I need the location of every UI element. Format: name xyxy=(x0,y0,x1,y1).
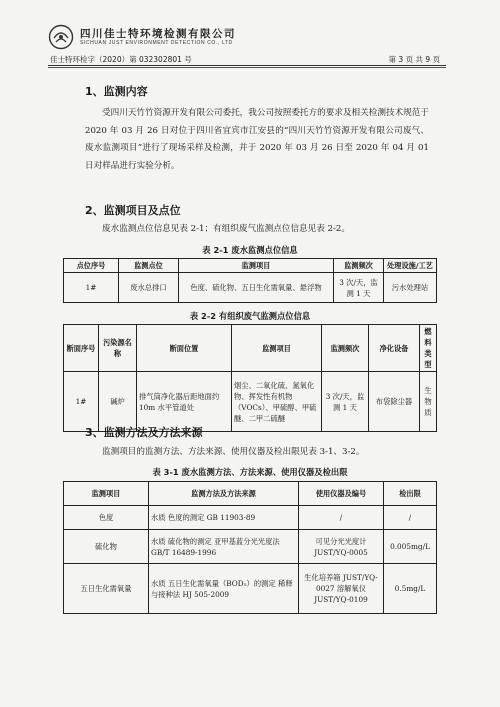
table-cell: 污水处理站 xyxy=(384,273,437,303)
table-header: 使用仪器及编号 xyxy=(299,482,384,506)
table-cell: 布袋除尘器 xyxy=(369,372,420,432)
table-cell: 色度 xyxy=(64,506,149,530)
table-header: 监测项目 xyxy=(232,325,322,372)
table-2-2-caption: 表 2-2 有组织废气监测点位信息 xyxy=(189,311,311,321)
header-rule xyxy=(48,65,446,66)
table-cell: 1# xyxy=(64,372,99,432)
table-cell: 3 次/天，监测 1 天 xyxy=(322,372,369,432)
table-cell: 0.005mg/L xyxy=(384,530,437,564)
document-number: 佳士特环检字（2020）第 032302801 号 xyxy=(50,55,192,64)
table-cell: 1# xyxy=(64,273,119,303)
table-header: 监测频次 xyxy=(334,259,384,273)
table-header: 净化设备 xyxy=(369,325,420,372)
table-cell: / xyxy=(299,506,384,530)
table-cell: / xyxy=(384,506,437,530)
table-cell: 3 次/天，监测 1 天 xyxy=(334,273,384,303)
table-cell: 硫化物 xyxy=(64,530,149,564)
table-2-1-caption: 表 2-1 废水监测点位信息 xyxy=(202,245,298,255)
table-header: 监测频次 xyxy=(322,325,369,372)
table-3-1 xyxy=(63,481,437,614)
table-cell: 烟尘、二氧化硫、氮氧化物、挥发性有机物（VOCs）、甲硫醇、甲硫醚、二甲二硫醚 xyxy=(232,372,322,432)
table-header: 污染源名称 xyxy=(99,325,137,372)
table-cell: 色度、硫化物、五日生化需氧量、悬浮物 xyxy=(179,273,334,303)
table-header: 燃料类型 xyxy=(420,325,437,372)
table-header: 检出限 xyxy=(384,482,437,506)
section-2-body: 废水监测点位信息见表 2-1；有组织废气监测点位信息见表 2-2。 xyxy=(102,224,350,234)
table-cell: 水质 五日生化需氧量（BOD₅）的测定 稀释与接种法 HJ 505-2009 xyxy=(149,564,299,614)
table-cell: 0.5mg/L xyxy=(384,564,437,614)
table-cell: 水质 色度的测定 GB 11903-89 xyxy=(149,506,299,530)
header-rule-thin xyxy=(48,67,446,68)
table-header: 断面位置 xyxy=(137,325,232,372)
section-3-body: 监测项目的监测方法、方法来源、使用仪器及检出限见表 3-1、3-2。 xyxy=(102,447,365,457)
table-2-1 xyxy=(63,258,437,303)
company-name-cn: 四川佳士特环境检测有限公司 xyxy=(80,28,236,40)
section-3-title: 3、监测方法及方法来源 xyxy=(85,426,203,439)
table-header: 监测方法及方法来源 xyxy=(149,482,299,506)
table-header: 监测点位 xyxy=(119,259,179,273)
section-2-title: 2、监测项目及点位 xyxy=(85,204,181,217)
company-logo-icon xyxy=(48,24,74,50)
table-header: 点位序号 xyxy=(64,259,119,273)
table-3-1-caption: 表 3-1 废水监测方法、方法来源、使用仪器及检出限 xyxy=(152,467,348,477)
section-1-title: 1、监测内容 xyxy=(85,85,148,98)
table-cell: 可见分光光度计 JUST/YQ-0005 xyxy=(299,530,384,564)
table-header: 监测项目 xyxy=(64,482,149,506)
company-name-en: SICHUAN JUST ENVIRONMENT DETECTION CO., LTD xyxy=(80,40,233,46)
table-cell: 五日生化需氧量 xyxy=(64,564,149,614)
table-cell: 排气筒净化器后距地面约 10m 水平管道处 xyxy=(137,372,232,432)
table-cell: 生物质 xyxy=(420,372,437,432)
table-cell: 水质 硫化物的测定 亚甲基蓝分光光度法 GB/T 16489-1996 xyxy=(149,530,299,564)
section-1-body: 受四川天竹竹资源开发有限公司委托，我公司按照委托方的要求及相关检测技术规范于 2020 年 03 月 26 日对位于四川省宜宾市江安县的“四川天竹竹资源开发有限公司废气、废水监测项目”进行了现场采样及检测，并于 2020 年 03 月 26 日至 2020 年 04 月 01 日对样品进行实验分析。 xyxy=(85,108,429,171)
table-header: 处理设施/工艺 xyxy=(384,259,437,273)
page-indicator: 第 3 页 共 9 页 xyxy=(388,55,440,64)
table-cell: 废水总排口 xyxy=(119,273,179,303)
table-2-2 xyxy=(63,324,437,432)
table-cell: 碱炉 xyxy=(99,372,137,432)
table-header: 监测项目 xyxy=(179,259,334,273)
table-cell: 生化培养箱 JUST/YQ-0027 溶解氧仪 JUST/YQ-0109 xyxy=(299,564,384,614)
table-header: 断面序号 xyxy=(64,325,99,372)
